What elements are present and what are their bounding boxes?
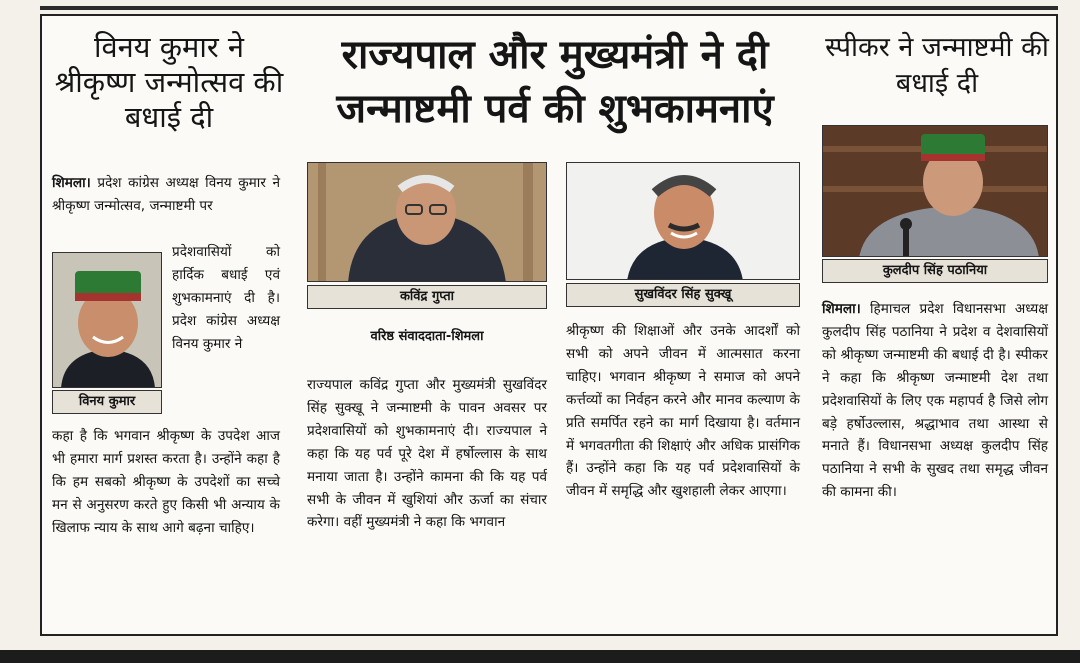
left-wrap-text: प्रदेशवासियों को हार्दिक बधाई एवं शुभकामनाएं दी है। प्रदेश कांग्रेस अध्यक्ष विनय कुमार ने [172, 244, 280, 352]
right-headline: स्पीकर ने जन्माष्टमी की बधाई दी [825, 32, 1049, 100]
kavinder-gupta-photo [307, 162, 547, 282]
kuldeep-pathania-photo [822, 125, 1048, 257]
portrait-image [308, 163, 547, 282]
right-body [822, 298, 1048, 504]
right-body-text: हिमाचल प्रदेश विधानसभा अध्यक्ष कुलदीप सिंह पठानिया ने प्रदेश व देशवासियों को श्रीकृष्ण जन्माष्टमी की बधाई दी है। स्पीकर ने कहा कि श्रीकृष्ण जन्माष्टमी देश तथा प्रदेशवासियों के लिए एक महापर्व है जिसे लोग बड़े हर्षोउल्लास, श्रद्धाभाव तथा आस्था से मनाते हैं। विधानसभा अध्यक्ष कुलदीप सिंह पठानिया ने सभी के सुखद तथा समृद्ध जीवन की कामना की। [822, 301, 1048, 501]
left-body: कहा है कि भगवान श्रीकृष्ण के उपदेश आज भी हमारा मार्ग प्रशस्त करता है। उन्होंने कहा है कि हम सबको श्रीकृष्ण के उपदेशों का सच्चे मन से अनुसरण करते हुए किसी भी अन्याय के खिलाफ न्याय के साथ आगे बढ़ना चाहिए। [52, 428, 280, 536]
byline: वरिष्ठ संवाददाता-शिमला [370, 329, 484, 344]
main-col-2: श्रीकृष्ण की शिक्षाओं और उनके आदर्शों को सभी को अपने जीवन में आत्मसात करना चाहिए। भगवान श्रीकृष्ण ने समाज को अपने कर्त्तव्यों का निर्वहन करने और मानव कल्याण के प्रति समर्पित रहने का मार्ग दिखाया है। वर्तमान में भगवतगीता की शिक्षाएं और अधिक प्रासंगिक हैं। उन्होंने कहा कि यह पर्व प्रदेशवासियों के जीवन में समृद्धि और खुशहाली लेकर आएगा। [566, 323, 800, 500]
sukhvinder-sukhu-caption: सुखविंदर सिंह सुक्खू [566, 283, 800, 307]
main-col-1: राज्यपाल कविंद्र गुप्ता और मुख्यमंत्री सुखविंदर सिंह सुक्खू ने जन्माष्टमी के पावन अवसर पर प्रदेशवासियों को शुभकामनाएं दी। राज्यपाल ने कहा कि यह पर्व पूरे देश में हर्षोल्लास के साथ मनाया जाता है। उन्होंने कामना की कि यह पर्व सभी के जीवन में खुशियां और ऊर्जा का संचार करेगा। वहीं मुख्यमंत्री ने कहा कि भगवान [307, 377, 547, 531]
left-intro-text: प्रदेश कांग्रेस अध्यक्ष विनय कुमार ने श्रीकृष्ण जन्मोत्सव, जन्माष्टमी पर [52, 175, 280, 214]
kuldeep-pathania-caption: कुलदीप सिंह पठानिया [822, 259, 1048, 283]
portrait-image [53, 253, 162, 388]
left-headline: विनय कुमार ने श्रीकृष्ण जन्मोत्सव की बधाई दी [54, 30, 284, 134]
left-intro [52, 172, 280, 218]
vinay-kumar-caption: विनय कुमार [52, 390, 162, 414]
main-headline: राज्यपाल और मुख्यमंत्री ने दी जन्माष्टमी पर्व की शुभकामनाएं [336, 31, 774, 132]
top-rule [40, 6, 1058, 10]
bottom-rule [0, 650, 1080, 663]
right-dateline: शिमला। [822, 301, 861, 317]
left-dateline: शिमला। [52, 175, 91, 191]
portrait-image [823, 126, 1048, 257]
vinay-kumar-photo [52, 252, 162, 388]
sukhvinder-sukhu-photo [566, 162, 800, 280]
kavinder-gupta-caption: कविंद्र गुप्ता [307, 285, 547, 309]
portrait-image [567, 163, 800, 280]
